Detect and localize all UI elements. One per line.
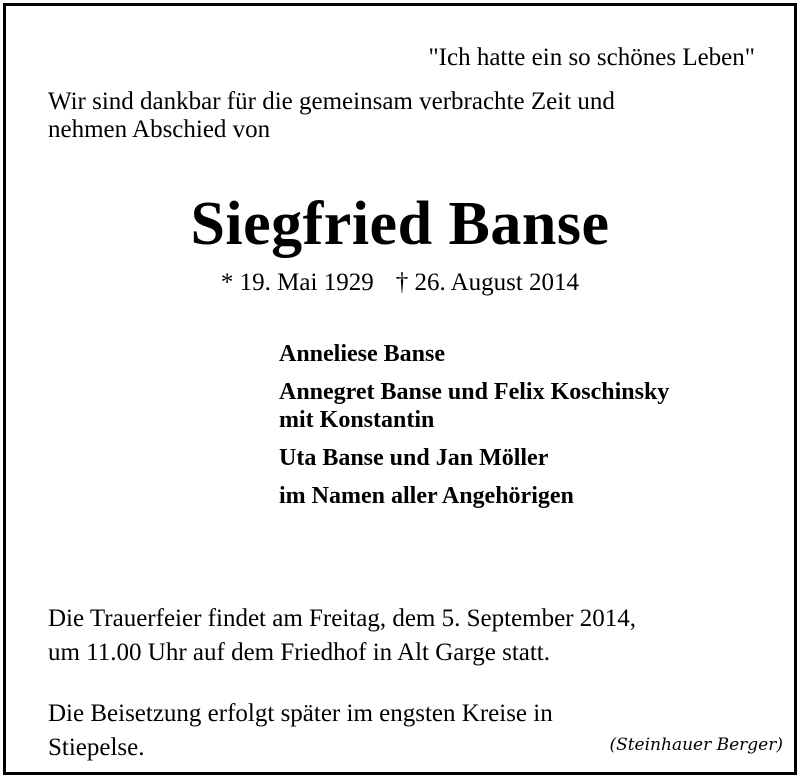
mourner-line: Anneliese Banse xyxy=(279,341,446,367)
life-dates xyxy=(0,268,800,298)
birth-date: * 19. Mai 1929 xyxy=(220,269,374,296)
mourner-line: Annegret Banse und Felix Koschinsky xyxy=(279,379,670,405)
quote: "Ich hatte ein so schönes Leben" xyxy=(428,44,755,71)
mourners-list xyxy=(279,340,779,520)
burial-line: Stiepelse. xyxy=(48,734,145,761)
mourner-line: im Namen aller Angehörigen xyxy=(279,483,574,509)
burial-line: Die Beisetzung erfolgt später im engsten Kreise in xyxy=(48,700,553,727)
mourner-line: Uta Banse und Jan Möller xyxy=(279,445,549,471)
intro-line: Wir sind dankbar für die gemeinsam verbrachte Zeit und xyxy=(48,88,615,115)
mourner-entry xyxy=(279,340,779,368)
intro-text xyxy=(48,88,768,144)
mourner-line: mit Konstantin xyxy=(279,407,435,433)
ceremony-line: Die Trauerfeier findet am Freitag, dem 5. September 2014, xyxy=(48,605,637,632)
ceremony-line: um 11.00 Uhr auf dem Friedhof in Alt Garge statt. xyxy=(48,639,551,666)
death-date: † 26. August 2014 xyxy=(395,269,580,296)
intro-line: nehmen Abschied von xyxy=(48,116,271,143)
mourner-entry xyxy=(279,482,779,510)
ceremony-info xyxy=(48,602,768,670)
deceased-name: Siegfried Banse xyxy=(190,190,610,258)
mourner-entry xyxy=(279,444,779,472)
mourner-entry xyxy=(279,378,779,434)
stonemason-signature: (Steinhauer Berger) xyxy=(609,735,783,755)
